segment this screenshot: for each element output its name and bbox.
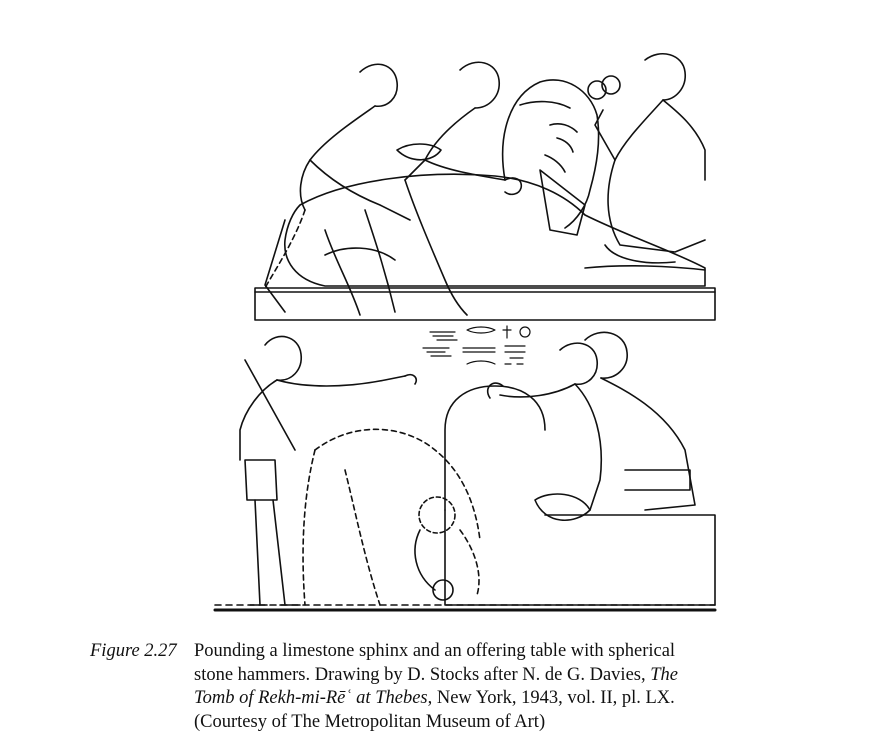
figure-number: Figure 2.27 xyxy=(90,641,177,661)
caption-line-2-title: The xyxy=(650,664,678,685)
upper-scene-sphinx xyxy=(255,54,715,320)
caption-line-3 xyxy=(194,687,850,711)
caption-citation: , New York, 1943, vol. II, pl. LX. xyxy=(427,688,675,708)
lower-scene-offering-table xyxy=(215,332,715,610)
caption-line-4: (Courtesy of The Metropolitan Museum of Art) xyxy=(194,711,546,732)
figure-illustration xyxy=(205,30,725,625)
caption-line-2 xyxy=(194,664,850,688)
caption-book-title: Tomb of Rekh-mi-Rēʿ at Thebes xyxy=(194,688,428,708)
caption-text xyxy=(194,640,850,734)
figure-caption xyxy=(90,640,850,734)
hieroglyph-inscription xyxy=(423,326,530,364)
caption-line-1: Pounding a limestone sphinx and an offering table with spherical xyxy=(194,641,676,661)
caption-line-2-text: stone hammers. Drawing by D. Stocks after N. de G. Davies, xyxy=(194,664,646,685)
